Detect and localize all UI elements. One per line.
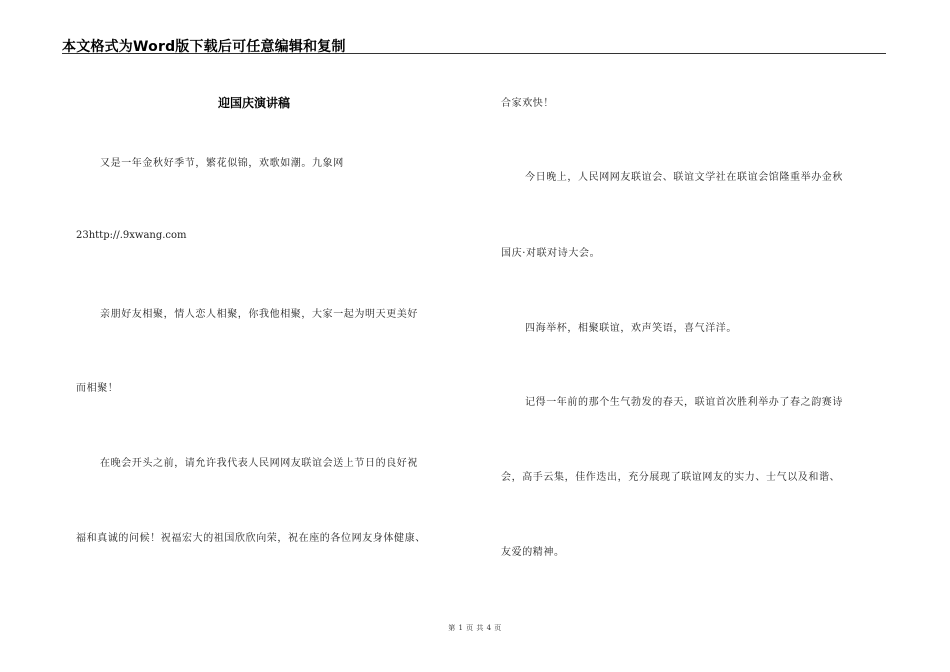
right-paragraph-line-7: 友爱的精神。 <box>501 547 565 558</box>
left-paragraph-line-2: 23http://.9xwang.com <box>76 230 187 241</box>
left-paragraph-line-5: 在晚会开头之前，请允许我代表人民网网友联谊会送上节日的良好祝 <box>100 458 418 469</box>
right-paragraph-line-1: 合家欢快！ <box>501 98 554 109</box>
right-paragraph-line-3: 国庆·对联对诗大会。 <box>501 248 601 259</box>
left-paragraph-line-3: 亲朋好友相聚，情人恋人相聚，你我他相聚，大家一起为明天更美好 <box>100 309 418 320</box>
right-paragraph-line-6: 会，高手云集，佳作迭出，充分展现了联谊网友的实力、士气以及和谐、 <box>501 472 841 483</box>
right-paragraph-line-4: 四海举杯，相聚联谊，欢声笑语，喜气洋洋。 <box>525 323 737 334</box>
left-paragraph-line-6: 福和真诚的问候！祝福宏大的祖国欣欣向荣，祝在座的各位网友身体健康、 <box>76 533 426 544</box>
left-paragraph-line-4: 而相聚！ <box>76 383 119 394</box>
page-indicator: 第 1 页 共 4 页 <box>448 624 502 632</box>
right-paragraph-line-2: 今日晚上，人民网网友联谊会、联谊文学社在联谊会馆隆重举办金秋 <box>525 172 843 183</box>
right-paragraph-line-5: 记得一年前的那个生气勃发的春天，联谊首次胜利举办了春之韵赛诗 <box>525 397 843 408</box>
document-title: 迎国庆演讲稿 <box>218 96 291 110</box>
document-header: 本文格式为Word版下载后可任意编辑和复制 <box>62 39 346 55</box>
left-paragraph-line-1: 又是一年金秋好季节，繁花似锦，欢歌如潮。九象网 <box>100 158 344 169</box>
header-rule <box>62 53 886 54</box>
